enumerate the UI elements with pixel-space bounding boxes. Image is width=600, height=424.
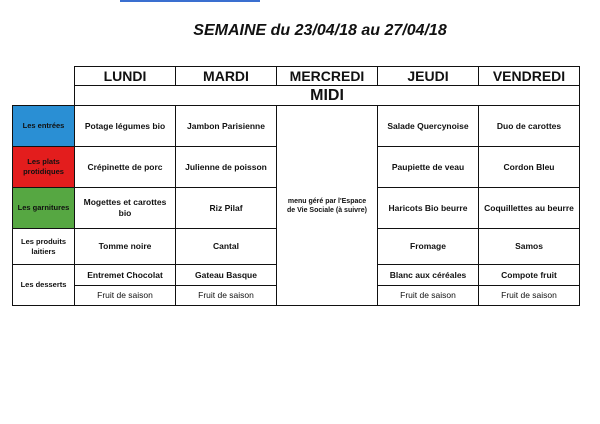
entree-vendredi: Duo de carottes [479, 106, 580, 147]
plat-jeudi: Paupiette de veau [378, 147, 479, 188]
entree-lundi: Potage légumes bio [75, 106, 176, 147]
service-row [13, 86, 580, 106]
corner-cell-2 [13, 86, 75, 106]
entree-mardi: Jambon Parisienne [176, 106, 277, 147]
category-desserts: Les desserts [13, 265, 75, 306]
garniture-mardi: Riz Pilaf [176, 188, 277, 229]
wednesday-note: menu géré par l'Espace de Vie Sociale (à suivre) [277, 106, 378, 306]
fruit-jeudi: Fruit de saison [378, 286, 479, 306]
fruit-lundi: Fruit de saison [75, 286, 176, 306]
day-header-vendredi: VENDREDI [479, 67, 580, 86]
dessert-lundi: Entremet Chocolat [75, 265, 176, 286]
dessert-vendredi: Compote fruit [479, 265, 580, 286]
plat-mardi: Julienne de poisson [176, 147, 277, 188]
service-label: MIDI [75, 86, 580, 106]
fruit-mardi: Fruit de saison [176, 286, 277, 306]
entrees-row [13, 106, 580, 147]
plat-vendredi: Cordon Bleu [479, 147, 580, 188]
day-header-jeudi: JEUDI [378, 67, 479, 86]
garniture-jeudi: Haricots Bio beurre [378, 188, 479, 229]
entree-jeudi: Salade Quercynoise [378, 106, 479, 147]
garniture-lundi: Mogettes et carottes bio [75, 188, 176, 229]
corner-cell [13, 67, 75, 86]
dessert-jeudi: Blanc aux céréales [378, 265, 479, 286]
garniture-vendredi: Coquillettes au beurre [479, 188, 580, 229]
fruit-vendredi: Fruit de saison [479, 286, 580, 306]
dessert-mardi: Gateau Basque [176, 265, 277, 286]
day-header-mardi: MARDI [176, 67, 277, 86]
week-title: SEMAINE du 23/04/18 au 27/04/18 [193, 22, 447, 39]
category-plats: Les plats protidiques [13, 147, 75, 188]
day-header-mercredi: MERCREDI [277, 67, 378, 86]
laitier-vendredi: Samos [479, 229, 580, 265]
day-header-lundi: LUNDI [75, 67, 176, 86]
scan-edge-mark [120, 0, 260, 2]
days-header-row [13, 67, 580, 86]
category-garnitures: Les garnitures [13, 188, 75, 229]
category-entrees: Les entrées [13, 106, 75, 147]
laitier-jeudi: Fromage [378, 229, 479, 265]
laitier-lundi: Tomme noire [75, 229, 176, 265]
category-laitiers: Les produits laitiers [13, 229, 75, 265]
laitier-mardi: Cantal [176, 229, 277, 265]
plat-lundi: Crépinette de porc [75, 147, 176, 188]
menu-table [12, 66, 580, 306]
